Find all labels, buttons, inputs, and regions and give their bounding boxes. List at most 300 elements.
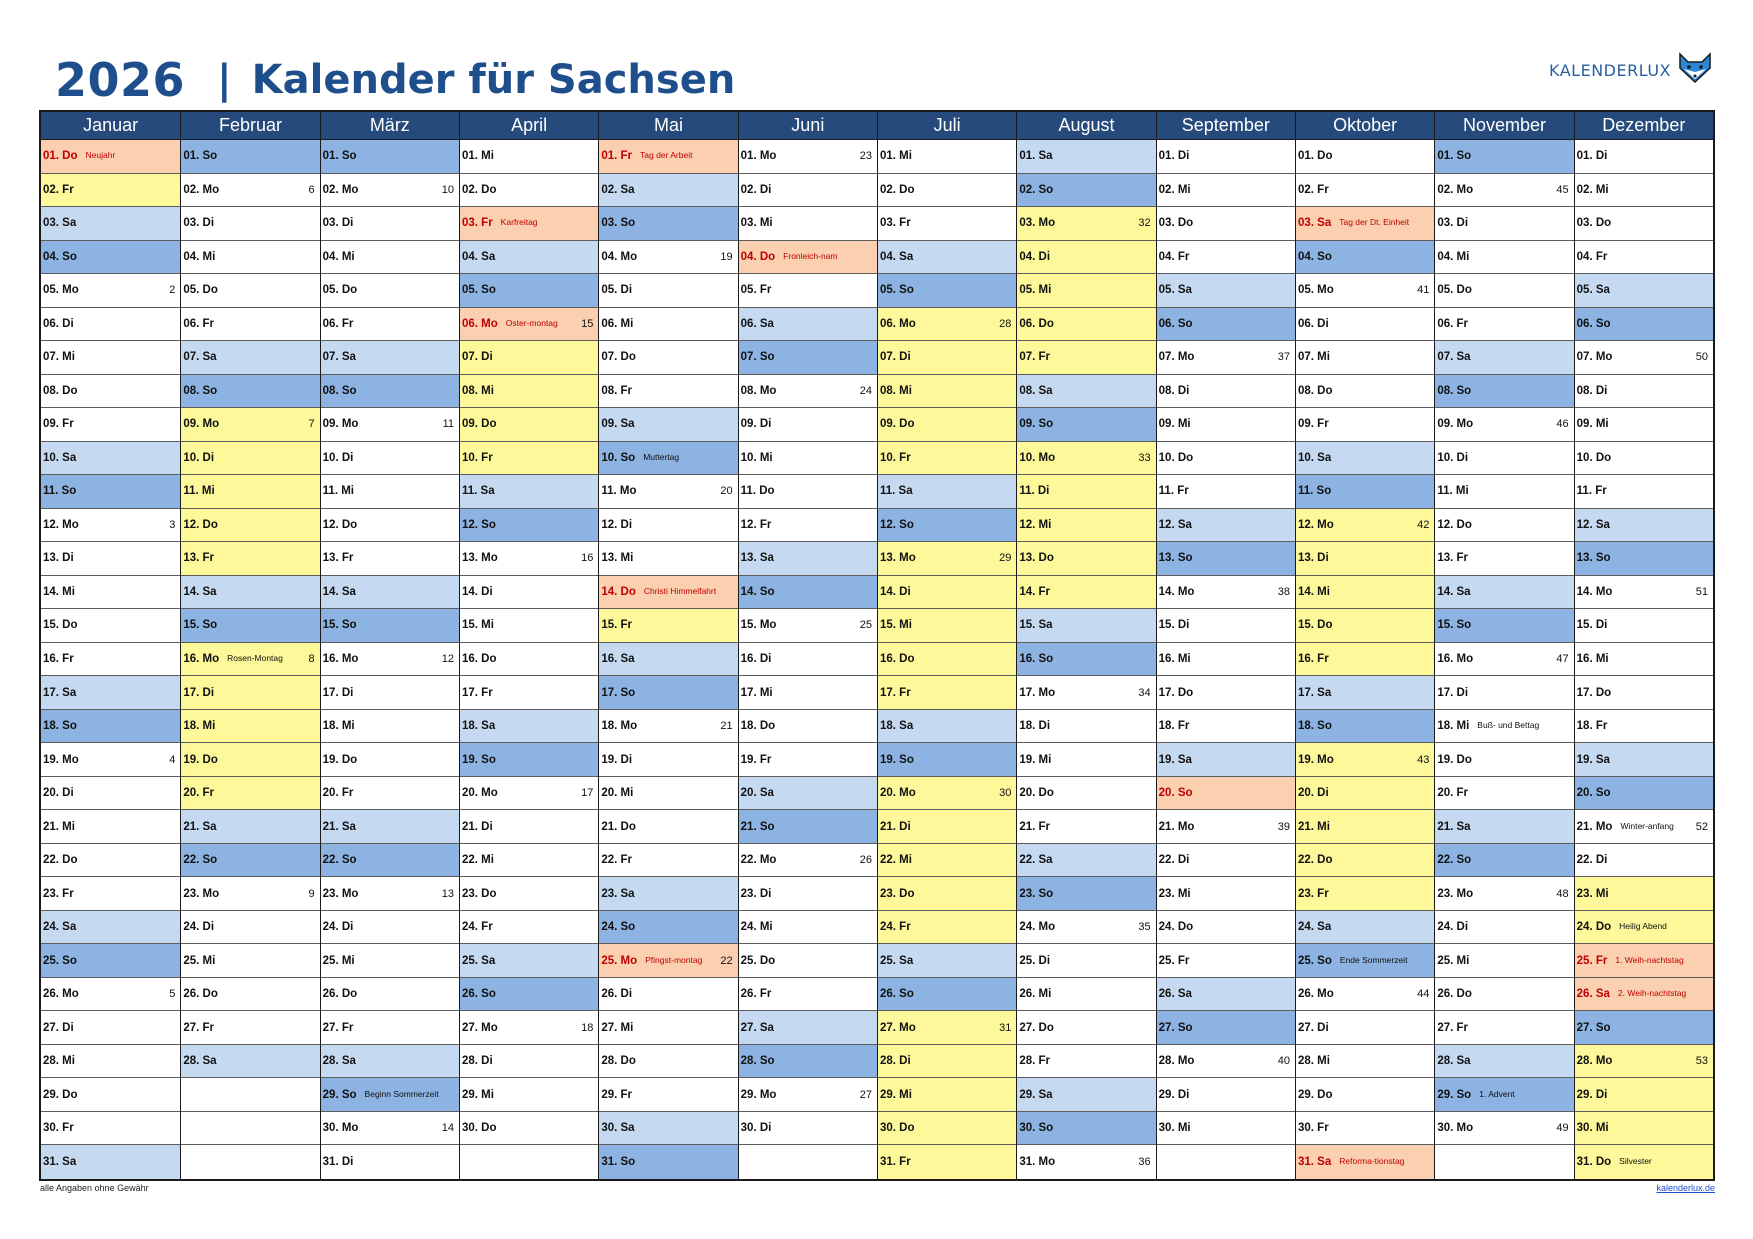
day-cell xyxy=(739,475,877,509)
day-cell xyxy=(599,1112,737,1146)
day-label: 16. Fr xyxy=(1297,652,1329,665)
day-label: 16. Do xyxy=(461,652,497,665)
day-label: 27. Sa xyxy=(740,1021,774,1034)
day-cell xyxy=(181,542,319,576)
day-cell xyxy=(1296,777,1434,811)
day-cell xyxy=(878,743,1016,777)
day-label: 30. Sa xyxy=(601,1122,635,1135)
day-cell xyxy=(739,743,877,777)
day-cell xyxy=(41,140,180,174)
day-cell xyxy=(878,408,1016,442)
day-cell xyxy=(460,1011,598,1045)
day-cell xyxy=(1017,1011,1155,1045)
brand-logo[interactable] xyxy=(1549,52,1713,88)
week-number: 18 xyxy=(581,1021,594,1034)
day-cell xyxy=(1435,442,1573,476)
day-cell xyxy=(1017,576,1155,610)
day-label: 25. Sa xyxy=(879,954,914,967)
week-number: 32 xyxy=(1138,217,1151,230)
day-cell xyxy=(878,844,1016,878)
day-label: 13. Mo xyxy=(461,552,498,565)
day-cell xyxy=(321,609,459,643)
day-label: 17. Fr xyxy=(461,686,493,699)
day-label: 27. So xyxy=(1158,1021,1193,1034)
day-label: 08. Fr xyxy=(601,384,633,397)
day-cell xyxy=(460,207,598,241)
month-column-juni xyxy=(738,112,877,1179)
day-label: 10. Do xyxy=(1576,451,1612,464)
day-label: 06. Do xyxy=(1019,317,1054,330)
day-cell xyxy=(181,944,319,978)
day-cell xyxy=(41,743,180,777)
day-label: 12. Do xyxy=(183,518,218,531)
day-cell xyxy=(1435,140,1573,174)
disclaimer-text: alle Angaben ohne Gewähr xyxy=(40,1183,149,1193)
day-label: 12. Fr xyxy=(740,518,772,531)
website-link[interactable]: kalenderlux.de xyxy=(1656,1183,1715,1193)
day-cell xyxy=(181,844,319,878)
day-cell xyxy=(1296,375,1434,409)
empty-day-cell xyxy=(460,1145,598,1179)
day-cell xyxy=(1017,844,1155,878)
day-cell xyxy=(1017,810,1155,844)
day-cell xyxy=(1296,1145,1434,1179)
day-cell xyxy=(1296,609,1434,643)
day-label: 29. So xyxy=(1437,1088,1472,1101)
day-label: 05. Do xyxy=(1437,284,1472,297)
month-header: Dezember xyxy=(1575,112,1713,140)
week-number: 10 xyxy=(441,183,454,196)
month-header: April xyxy=(460,112,598,140)
empty-day-cell xyxy=(181,1145,319,1179)
week-number: 31 xyxy=(999,1021,1012,1034)
day-label: 20. Mo xyxy=(879,787,916,800)
day-cell xyxy=(1575,375,1713,409)
day-cell xyxy=(1157,375,1295,409)
day-cell xyxy=(181,743,319,777)
day-label: 22. Di xyxy=(1576,854,1608,867)
day-label: 13. So xyxy=(1158,552,1193,565)
day-cell xyxy=(460,542,598,576)
day-cell xyxy=(1017,207,1155,241)
day-cell xyxy=(41,710,180,744)
day-label: 29. Mi xyxy=(461,1088,494,1101)
day-cell xyxy=(1296,1045,1434,1079)
month-header: Oktober xyxy=(1296,112,1434,140)
day-cell xyxy=(181,676,319,710)
day-label: 15. Do xyxy=(43,619,78,632)
day-label: 12. Mi xyxy=(1019,518,1052,531)
day-cell xyxy=(739,844,877,878)
day-cell xyxy=(599,1145,737,1179)
week-number: 51 xyxy=(1695,585,1708,598)
day-cell xyxy=(1575,140,1713,174)
day-cell xyxy=(1157,978,1295,1012)
day-label: 23. Sa xyxy=(601,887,635,900)
day-cell xyxy=(1435,241,1573,275)
day-label: 28. So xyxy=(740,1055,775,1068)
day-label: 05. Sa xyxy=(1158,284,1192,297)
day-label: 18. Fr xyxy=(1576,720,1608,733)
day-label: 01. Fr xyxy=(601,150,633,163)
day-label: 03. Fr xyxy=(879,217,911,230)
day-cell xyxy=(181,777,319,811)
day-cell xyxy=(1157,174,1295,208)
day-cell xyxy=(739,274,877,308)
day-label: 13. Di xyxy=(43,552,74,565)
day-cell xyxy=(321,174,459,208)
day-cell xyxy=(1157,911,1295,945)
day-label: 09. Do xyxy=(879,418,915,431)
week-number: 15 xyxy=(581,317,594,330)
day-label: 05. So xyxy=(879,284,914,297)
week-number: 13 xyxy=(441,887,454,900)
day-cell xyxy=(1575,710,1713,744)
day-cell xyxy=(878,375,1016,409)
week-number: 28 xyxy=(999,317,1012,330)
day-cell xyxy=(1575,274,1713,308)
day-cell xyxy=(1296,274,1434,308)
day-label: 12. Mo xyxy=(1297,518,1334,531)
day-label: 07. So xyxy=(740,351,775,364)
day-label: 07. Mo xyxy=(1158,351,1195,364)
day-label: 03. Sa xyxy=(1297,217,1332,230)
day-cell xyxy=(1575,341,1713,375)
day-cell xyxy=(1435,509,1573,543)
day-label: 16. Mo xyxy=(1437,652,1474,665)
day-cell xyxy=(41,609,180,643)
day-cell xyxy=(460,308,598,342)
day-label: 01. Mi xyxy=(461,150,494,163)
day-label: 05. So xyxy=(461,284,496,297)
day-label: 23. Mo xyxy=(183,887,220,900)
day-cell xyxy=(599,877,737,911)
day-label: 13. Mi xyxy=(601,552,634,565)
day-label: 26. Do xyxy=(183,988,218,1001)
day-label: 28. Sa xyxy=(1437,1055,1471,1068)
day-cell xyxy=(321,877,459,911)
day-cell xyxy=(599,308,737,342)
day-cell xyxy=(739,375,877,409)
week-number: 48 xyxy=(1556,887,1569,900)
day-label: 06. So xyxy=(1158,317,1193,330)
day-cell xyxy=(1435,978,1573,1012)
day-label: 20. Sa xyxy=(740,787,774,800)
day-cell xyxy=(460,274,598,308)
day-cell xyxy=(599,542,737,576)
day-cell xyxy=(1575,576,1713,610)
day-note: Buß- und Bettag xyxy=(1477,720,1540,731)
day-cell xyxy=(41,241,180,275)
day-label: 25. Fr xyxy=(1158,954,1190,967)
week-number: 6 xyxy=(308,183,315,196)
day-label: 14. Sa xyxy=(1437,585,1471,598)
day-label: 24. Sa xyxy=(1297,921,1332,934)
day-cell xyxy=(1017,241,1155,275)
day-label: 01. So xyxy=(183,150,218,163)
day-label: 16. Di xyxy=(740,652,772,665)
day-label: 03. Di xyxy=(1437,217,1469,230)
day-cell xyxy=(41,475,180,509)
day-label: 15. Do xyxy=(1297,619,1333,632)
day-label: 14. Fr xyxy=(1019,585,1051,598)
day-cell xyxy=(599,710,737,744)
day-label: 04. Mi xyxy=(183,250,216,263)
day-label: 16. Do xyxy=(879,652,915,665)
day-cell xyxy=(599,777,737,811)
day-cell xyxy=(460,609,598,643)
day-label: 12. So xyxy=(461,518,496,531)
day-cell xyxy=(1575,1078,1713,1112)
day-cell xyxy=(41,643,180,677)
day-label: 11. Fr xyxy=(1158,485,1189,498)
day-cell xyxy=(878,174,1016,208)
day-cell xyxy=(1575,676,1713,710)
day-label: 24. Mo xyxy=(1019,921,1056,934)
day-cell xyxy=(1575,241,1713,275)
day-label: 06. So xyxy=(1576,317,1611,330)
day-label: 31. Di xyxy=(322,1156,354,1169)
day-cell xyxy=(739,911,877,945)
day-label: 27. Di xyxy=(1297,1021,1329,1034)
week-number: 4 xyxy=(169,753,176,766)
day-label: 08. Mi xyxy=(879,384,912,397)
day-label: 27. Do xyxy=(1019,1021,1054,1034)
day-cell xyxy=(181,274,319,308)
day-label: 10. Sa xyxy=(1297,451,1332,464)
day-label: 11. Mi xyxy=(1437,485,1469,498)
month-column-juli xyxy=(877,112,1016,1179)
day-label: 26. So xyxy=(879,988,914,1001)
week-number: 50 xyxy=(1695,351,1708,364)
day-cell xyxy=(460,743,598,777)
day-label: 24. So xyxy=(601,921,636,934)
day-label: 22. So xyxy=(1437,854,1472,867)
day-cell xyxy=(41,308,180,342)
day-cell xyxy=(460,676,598,710)
day-cell xyxy=(1575,1011,1713,1045)
day-cell xyxy=(599,576,737,610)
day-note: Oster-montag xyxy=(505,317,558,328)
month-column-dezember xyxy=(1574,112,1713,1179)
day-cell xyxy=(321,1145,459,1179)
day-label: 30. Mo xyxy=(1437,1122,1474,1135)
day-cell xyxy=(739,877,877,911)
day-label: 11. Mi xyxy=(183,485,215,498)
day-label: 23. Fr xyxy=(43,887,74,900)
day-label: 27. Mo xyxy=(879,1021,916,1034)
day-label: 22. Mi xyxy=(879,854,912,867)
day-label: 01. Di xyxy=(1576,150,1608,163)
day-label: 27. Fr xyxy=(322,1021,354,1034)
day-label: 26. So xyxy=(461,988,496,1001)
day-cell xyxy=(181,375,319,409)
day-label: 11. So xyxy=(43,485,77,498)
day-cell xyxy=(41,442,180,476)
day-label: 24. Fr xyxy=(879,921,911,934)
week-number: 38 xyxy=(1277,585,1290,598)
day-cell xyxy=(1157,475,1295,509)
day-label: 05. Mi xyxy=(1019,284,1052,297)
day-cell xyxy=(878,1112,1016,1146)
day-cell xyxy=(878,978,1016,1012)
week-number: 36 xyxy=(1138,1156,1151,1169)
day-label: 04. Di xyxy=(1019,250,1051,263)
day-label: 17. Fr xyxy=(879,686,911,699)
day-label: 03. Sa xyxy=(43,217,77,230)
day-cell xyxy=(1017,509,1155,543)
day-cell xyxy=(739,676,877,710)
day-label: 11. Di xyxy=(1019,485,1050,498)
day-label: 30. Fr xyxy=(1297,1122,1329,1135)
day-cell xyxy=(1157,743,1295,777)
day-label: 19. Sa xyxy=(1576,753,1610,766)
day-label: 16. Mi xyxy=(1576,652,1609,665)
day-label: 31. Fr xyxy=(879,1156,911,1169)
day-cell xyxy=(1435,375,1573,409)
day-cell xyxy=(321,408,459,442)
day-label: 19. Mo xyxy=(43,753,79,766)
day-cell xyxy=(1296,944,1434,978)
day-cell xyxy=(181,810,319,844)
day-label: 19. Sa xyxy=(1158,753,1192,766)
day-label: 17. Di xyxy=(183,686,215,699)
day-label: 30. Do xyxy=(461,1122,497,1135)
day-cell xyxy=(460,174,598,208)
week-number: 24 xyxy=(859,384,872,397)
calendar-year: 2026 xyxy=(55,53,186,107)
day-label: 13. Di xyxy=(1297,552,1329,565)
day-label: 17. Di xyxy=(1437,686,1469,699)
day-label: 17. Do xyxy=(1158,686,1194,699)
day-label: 04. So xyxy=(43,250,77,263)
day-label: 15. Mi xyxy=(461,619,494,632)
day-label: 28. Di xyxy=(461,1055,493,1068)
day-cell xyxy=(878,911,1016,945)
day-label: 14. So xyxy=(740,585,775,598)
day-cell xyxy=(460,140,598,174)
day-cell xyxy=(878,810,1016,844)
day-label: 02. Mo xyxy=(322,183,359,196)
month-column-januar xyxy=(41,112,180,1179)
day-label: 08. So xyxy=(1437,384,1472,397)
day-label: 19. Fr xyxy=(740,753,772,766)
day-label: 28. Fr xyxy=(1019,1055,1051,1068)
day-label: 21. Do xyxy=(601,820,636,833)
day-cell xyxy=(599,140,737,174)
day-label: 23. So xyxy=(1019,887,1054,900)
day-label: 30. Mo xyxy=(322,1122,359,1135)
day-cell xyxy=(1296,140,1434,174)
day-label: 02. Mo xyxy=(183,183,220,196)
day-label: 19. Di xyxy=(601,753,633,766)
day-label: 04. So xyxy=(1297,250,1332,263)
day-cell xyxy=(41,777,180,811)
day-cell xyxy=(739,710,877,744)
day-cell xyxy=(41,274,180,308)
day-cell xyxy=(1017,911,1155,945)
day-label: 31. Mo xyxy=(1019,1156,1056,1169)
day-cell xyxy=(460,509,598,543)
day-label: 26. Mi xyxy=(1019,988,1052,1001)
day-cell xyxy=(181,207,319,241)
day-label: 07. Di xyxy=(461,351,493,364)
day-cell xyxy=(321,1045,459,1079)
day-cell xyxy=(1296,1112,1434,1146)
day-cell xyxy=(181,341,319,375)
day-label: 13. Mo xyxy=(879,552,916,565)
day-cell xyxy=(1157,810,1295,844)
day-note: Reforma-tionstag xyxy=(1339,1156,1405,1167)
day-cell xyxy=(1435,576,1573,610)
day-cell xyxy=(1017,375,1155,409)
week-number: 52 xyxy=(1695,820,1708,833)
day-label: 06. Di xyxy=(43,317,74,330)
day-cell xyxy=(739,576,877,610)
day-label: 01. So xyxy=(1437,150,1472,163)
day-label: 11. Mo xyxy=(601,485,637,498)
day-cell xyxy=(1296,241,1434,275)
day-cell xyxy=(878,1011,1016,1045)
day-label: 07. Sa xyxy=(322,351,356,364)
day-cell xyxy=(1017,777,1155,811)
day-label: 07. Fr xyxy=(1019,351,1051,364)
day-label: 22. So xyxy=(183,854,218,867)
week-number: 22 xyxy=(720,954,733,967)
day-cell xyxy=(41,810,180,844)
day-cell xyxy=(1157,241,1295,275)
day-label: 26. Mo xyxy=(43,988,79,1001)
day-label: 05. Mo xyxy=(43,284,79,297)
day-cell xyxy=(1296,308,1434,342)
day-label: 15. Di xyxy=(1158,619,1190,632)
day-cell xyxy=(739,542,877,576)
day-label: 19. Do xyxy=(322,753,358,766)
day-label: 03. Di xyxy=(183,217,215,230)
day-cell xyxy=(1296,978,1434,1012)
day-label: 04. Do xyxy=(740,250,776,263)
day-cell xyxy=(599,408,737,442)
day-cell xyxy=(1575,442,1713,476)
day-cell xyxy=(739,241,877,275)
day-cell xyxy=(1017,1045,1155,1079)
day-cell xyxy=(41,1078,180,1112)
day-label: 06. Sa xyxy=(740,317,774,330)
day-cell xyxy=(1575,1045,1713,1079)
day-cell xyxy=(1575,743,1713,777)
day-note: Heilig Abend xyxy=(1619,921,1667,932)
day-label: 17. Do xyxy=(1576,686,1612,699)
day-cell xyxy=(181,609,319,643)
day-label: 21. Mi xyxy=(1297,820,1330,833)
day-cell xyxy=(739,643,877,677)
day-cell xyxy=(460,1112,598,1146)
day-label: 23. Mi xyxy=(1576,887,1609,900)
week-number: 11 xyxy=(442,418,454,431)
day-cell xyxy=(321,1112,459,1146)
week-number: 43 xyxy=(1417,753,1430,766)
day-label: 25. So xyxy=(43,954,77,967)
day-label: 14. Mo xyxy=(1576,585,1613,598)
day-label: 10. Di xyxy=(1437,451,1469,464)
day-label: 17. So xyxy=(601,686,636,699)
day-cell xyxy=(1575,207,1713,241)
day-cell xyxy=(1157,442,1295,476)
month-column-februar xyxy=(180,112,319,1179)
day-label: 08. Mo xyxy=(740,384,777,397)
day-label: 10. Fr xyxy=(879,451,911,464)
week-number: 23 xyxy=(859,150,872,163)
